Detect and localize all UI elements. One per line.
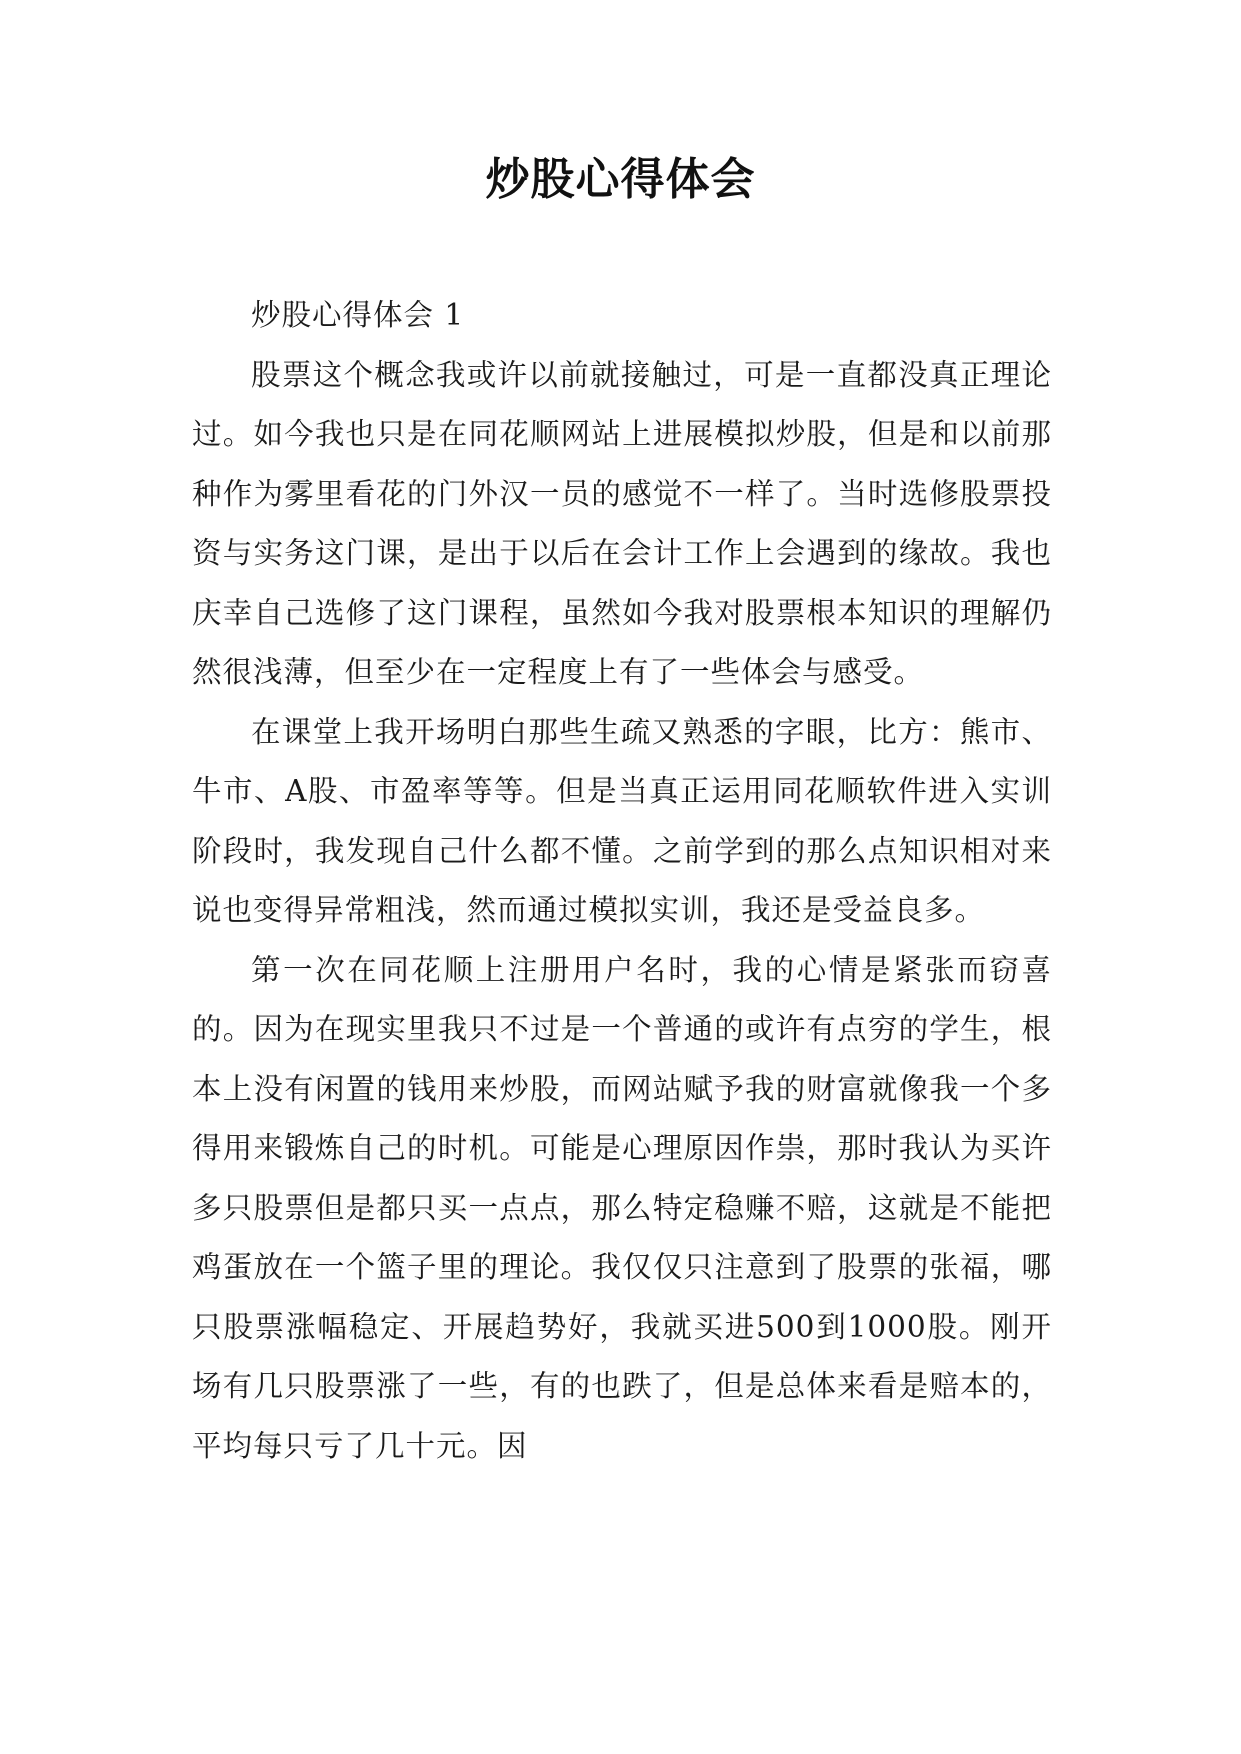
paragraph-3: 第一次在同花顺上注册用户名时，我的心情是紧张而窃喜的。因为在现实里我只不过是一个普通的或许有点穷的学生，根本上没有闲置的钱用来炒股，而网站赋予我的财富就像我一个多得用来锻炼自己的时机。可能是心理原因作祟，那时我认为买许多只股票但是都只买一点点，那么特定稳赚不赔，这就是不能把鸡蛋放在一个篮子里的理论。我仅仅只注意到了股票的张福，哪只股票涨幅稳定、开展趋势好，我就买进500到1000股。刚开场有几只股票涨了一些，有的也跌了，但是总体来看是赔本的，平均每只亏了几十元。因 xyxy=(192,952,1052,1463)
document-title: 炒股心得体会 xyxy=(485,154,756,205)
paragraph-2: 在课堂上我开场明白那些生疏又熟悉的字眼，比方：熊市、牛市、A股、市盈率等等。但是当真正运用同花顺软件进入实训阶段时，我发现自己什么都不懂。之前学到的那么点知识相对来说也变得异常粗浅，然而通过模拟实训，我还是受益良多。 xyxy=(192,714,1052,927)
paragraph-1: 股票这个概念我或许以前就接触过，可是一直都没真正理论过。如今我也只是在同花顺网站上进展模拟炒股，但是和以前那种作为雾里看花的门外汉一员的感觉不一样了。当时选修股票投资与实务这门课，是出于以后在会计工作上会遇到的缘故。我也庆幸自己选修了这门课程，虽然如今我对股票根本知识的理解仍然很浅薄，但至少在一定程度上有了一些体会与感受。 xyxy=(192,357,1052,689)
document-body xyxy=(192,286,1052,1476)
section-heading: 炒股心得体会 1 xyxy=(251,298,465,332)
